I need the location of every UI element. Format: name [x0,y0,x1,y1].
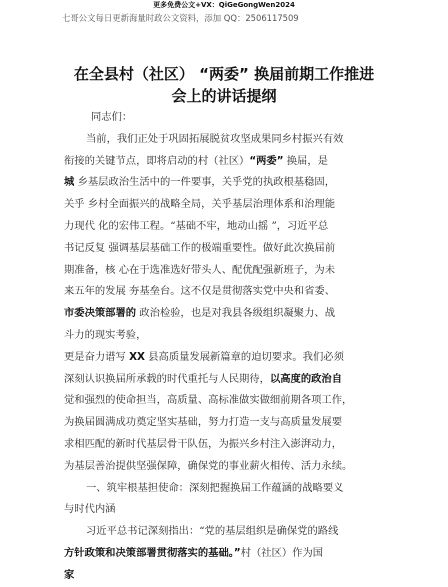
text-line [64,543,386,565]
text-segment: 求相匹配的新时代基层骨干队伍，为振兴乡村注入澎湃动力， [64,437,343,450]
text-line [64,281,386,303]
text-segment: 乡基层政治生活中的一件要事，关乎党的执政根基稳固， [74,176,335,189]
text-line [64,151,386,173]
document-title [0,63,448,107]
title-line-2: 会上的讲话提纲 [171,87,277,105]
text-segment: 深刻认识换届所承载的时代重托与人民期待， [64,372,270,385]
text-segment: 一、筑牢根基担使命：深刻把握换届工作蕴涵的战略要义 [86,481,344,494]
text-line [64,499,386,521]
text-segment: 县高质量发展新篇章的迫切要求。我们必须 [144,350,344,363]
text-line [64,369,386,391]
bold-text-segment: 方针政策和决策部署贯彻落实的基础。” [64,546,241,559]
text-line [64,238,386,260]
text-segment: 衔接的关键节点，即将启动的村（社区） [64,154,250,167]
text-segment: 为基层善治提供坚强保障，确保党的事业薪火相传、活力永续。 [64,459,353,472]
source-header: 七哥公文每日更新海量时政公文资料，添加 QQ：2506117509 [62,13,299,23]
text-line [64,129,386,151]
text-line [64,434,386,456]
text-line [64,478,386,500]
text-segment: 换届，是 [283,154,328,167]
bold-text-segment: 市委决策部署的 [64,307,137,320]
text-segment: 斗力的现实考验， [64,328,147,341]
text-segment: 与时代内涵 [64,503,116,516]
document-body [64,107,386,587]
text-segment: 习近平总书记深刻指出：“党的基层组织是确保党的路线 [86,525,339,538]
text-line [64,521,386,543]
text-segment: 当前，我们正处于巩固拓展脱贫攻坚成果同乡村振兴有效 [86,132,344,145]
text-segment: 为换届圆满成功奠定坚实基础，努力打造一支与高质量发展要 [64,416,343,429]
text-segment: 书记反复 强调基层基础工作的极端重要性。做好此次换届前 [64,241,335,254]
top-banner: 更多免费公文+VX：QiGeGongWen2024 [153,1,295,9]
bold-text-segment: “两委” [249,154,284,167]
bold-text-segment: 以高度的政治自 [269,372,343,385]
text-segment: 政治检验，也是对我县各级组织凝聚力、战 [136,307,335,320]
salutation: 同志们： [91,111,133,123]
text-segment: 力现代 化的宏伟工程。“基础不牢，地动山摇 ”，习近平总 [64,219,329,232]
text-segment: 期准备，核 心在于选准选好带头人、配优配强新班子，为未 [64,263,335,276]
text-line [64,260,386,282]
text-line [64,194,386,216]
text-line [64,216,386,238]
text-segment: 更是奋力谱写 [64,350,130,363]
bold-text-segment: 家 [64,568,75,581]
text-line [64,303,386,325]
body-text [64,129,386,587]
text-line [64,347,386,369]
text-segment: 觉和强烈的使命担当，高质量、高标准做实做细前期各项工作， [64,394,353,407]
text-line [64,565,386,587]
text-line [64,390,386,412]
bold-text-segment: XX [129,350,145,363]
text-line [64,325,386,347]
title-line-1: 在全县村（社区） “两委” 换届前期工作推进 [73,65,375,83]
text-segment: 关乎 乡村全面振兴的战略全局，关乎基层治理体系和治理能 [64,198,335,211]
text-segment: 来五年的发展 夯基垒台。这不仅是贯彻落实党中央和省委、 [64,285,335,298]
text-line [64,456,386,478]
bold-text-segment: 城 [64,176,75,189]
text-line [64,172,386,194]
text-segment: 村（社区）作为国 [240,546,324,559]
text-line [64,412,386,434]
